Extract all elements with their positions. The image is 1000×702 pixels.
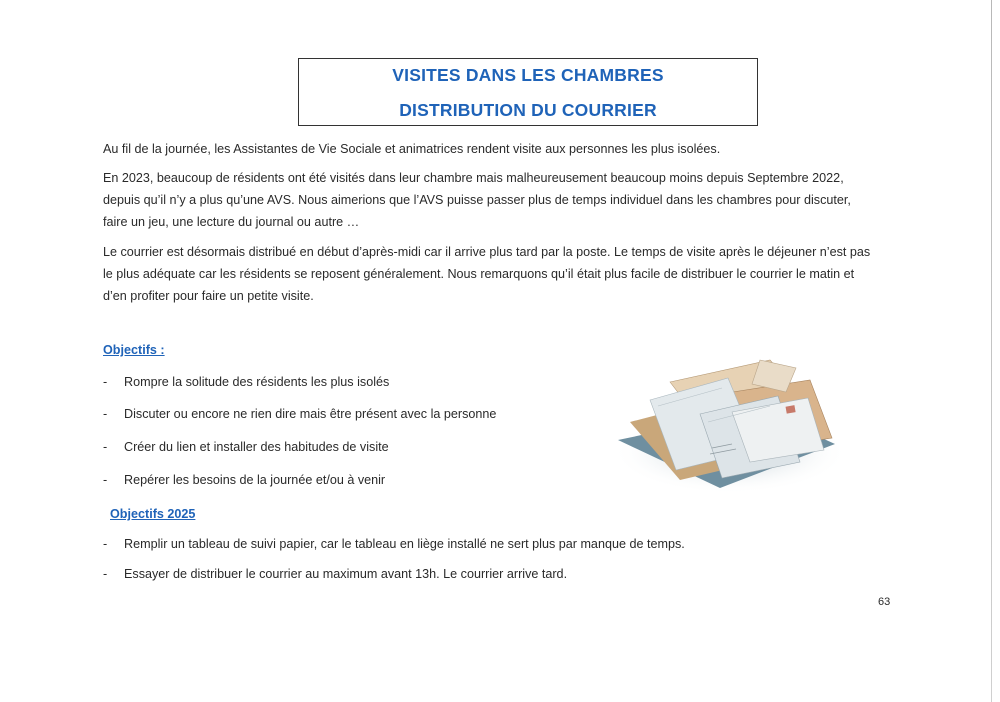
paragraph-2023: En 2023, beaucoup de résidents ont été visités dans leur chambre mais malheureusement beaucoup moins depuis Septembre 2022, depuis qu’il n’y a plus qu’une AVS. Nous aimerions que l’AVS puisse passer plus de temps individuel dans les chambres pour discuter, faire un jeu, une lecture du journal ou autre … <box>103 171 851 229</box>
objectif-2025-item <box>103 535 685 553</box>
bullet-dash: - <box>103 567 108 581</box>
bullet-dash: - <box>103 473 108 487</box>
objectif-item <box>103 405 496 423</box>
objectif-text: Repérer les besoins de la journée et/ou à venir <box>124 473 386 487</box>
envelopes-illustration-icon <box>610 352 842 494</box>
objectifs-2025-heading: Objectifs 2025 <box>110 507 196 521</box>
paragraph-courrier: Le courrier est désormais distribué en début d’après-midi car il arrive plus tard par la poste. Le temps de visite après le déjeuner n’est pas le plus adéquate car les résidents se reposent généralement. Nous remarquons qu’il était plus facile de distribuer le courrier le matin et d’en profiter pour faire un petite visite. <box>103 245 871 303</box>
objectif-item <box>103 373 389 391</box>
bullet-dash: - <box>103 375 108 389</box>
page-number: 63 <box>878 596 891 608</box>
objectif-text: Discuter ou encore ne rien dire mais être présent avec la personne <box>124 407 497 421</box>
objectif-2025-text: Remplir un tableau de suivi papier, car le tableau en liège installé ne sert plus par manque de temps. <box>124 537 685 551</box>
bullet-dash: - <box>103 440 108 454</box>
page-edge <box>991 0 992 702</box>
title-line-1: VISITES DANS LES CHAMBRES <box>392 65 664 85</box>
objectif-text: Créer du lien et installer des habitudes de visite <box>124 440 389 454</box>
bullet-dash: - <box>103 407 108 421</box>
paragraph-intro: Au fil de la journée, les Assistantes de Vie Sociale et animatrices rendent visite aux personnes les plus isolées. <box>103 142 721 156</box>
title-box <box>298 58 758 126</box>
objectif-text: Rompre la solitude des résidents les plus isolés <box>124 375 390 389</box>
objectif-2025-item <box>103 565 567 583</box>
objectif-item <box>103 471 385 489</box>
objectifs-heading: Objectifs : <box>103 343 165 357</box>
bullet-dash: - <box>103 537 108 551</box>
objectif-item <box>103 438 389 456</box>
objectif-2025-text: Essayer de distribuer le courrier au maximum avant 13h. Le courrier arrive tard. <box>124 567 568 581</box>
title-line-2: DISTRIBUTION DU COURRIER <box>399 100 657 120</box>
